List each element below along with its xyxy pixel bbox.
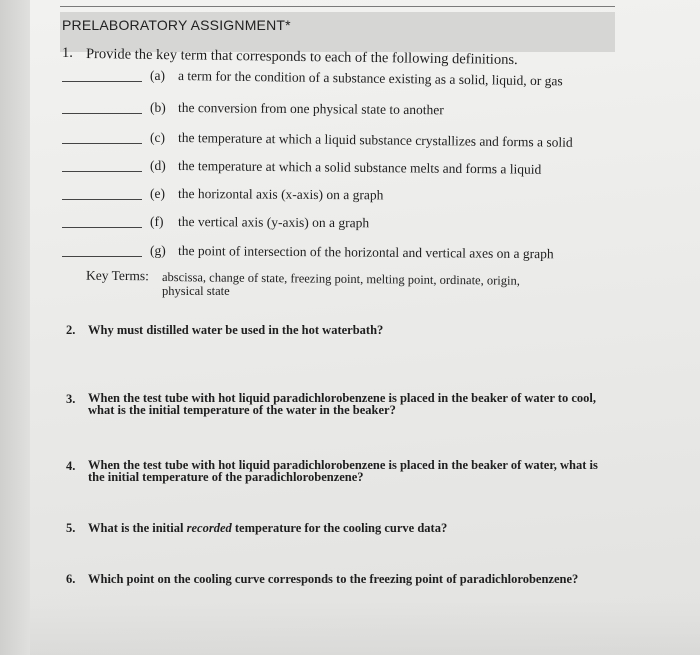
definition-text: the horizontal axis (x-axis) on a graph <box>177 186 384 203</box>
answer-blank[interactable] <box>62 171 142 172</box>
question-1-number: 1. <box>62 45 73 61</box>
definition-letter: (d) <box>150 158 166 173</box>
question-number: 6. <box>66 572 76 586</box>
definition-text: the point of intersection of the horizontal and vertical axes on a graph <box>177 243 554 262</box>
definition-letter: (b) <box>150 100 166 115</box>
question-text: Why must distilled water be used in the hot waterbath? <box>88 323 384 337</box>
definition-text: the vertical axis (y-axis) on a graph <box>177 214 370 231</box>
definition-text: the temperature at which a liquid substance crystallizes and forms a solid <box>177 130 573 150</box>
question-number: 3. <box>66 392 76 406</box>
key-terms-label: Key Terms: <box>85 267 149 284</box>
question-number: 2. <box>66 323 76 337</box>
definition-a <box>62 68 622 88</box>
key-terms-list: abscissa, change of state, freezing point, melting point, ordinate, origin, <box>161 270 520 288</box>
question-text <box>88 459 608 483</box>
question-number: 4. <box>66 459 76 473</box>
definition-e <box>62 186 622 206</box>
question-text-end: temperature for the cooling curve data? <box>231 521 448 535</box>
question-text-line-2: the initial temperature of the paradichlorobenzene? <box>88 470 364 484</box>
definition-letter: (g) <box>150 243 166 258</box>
question-text-emphasis: recorded <box>186 521 232 535</box>
definition-text: the conversion from one physical state to another <box>177 100 444 118</box>
answer-blank[interactable] <box>62 199 142 200</box>
question-text <box>88 392 608 416</box>
answer-blank[interactable] <box>62 256 142 257</box>
answer-blank[interactable] <box>62 143 142 144</box>
question-text-line-2: what is the initial temperature of the water in the beaker? <box>88 403 396 417</box>
page-shadow <box>0 0 30 655</box>
definition-f <box>62 214 622 234</box>
definition-letter: (f) <box>150 214 164 229</box>
key-terms-list-continued: physical state <box>162 284 230 298</box>
definition-g <box>62 243 622 263</box>
page-title: PRELABORATORY ASSIGNMENT* <box>62 17 291 33</box>
answer-blank[interactable] <box>62 227 142 228</box>
top-rule <box>60 6 615 7</box>
definition-letter: (e) <box>150 186 165 201</box>
definition-c <box>62 130 622 150</box>
question-text-line-1: When the test tube with hot liquid paradichlorobenzene is placed in the beaker of water to cool, <box>88 391 596 405</box>
question-number: 5. <box>66 521 76 535</box>
definition-d <box>62 158 622 178</box>
definition-letter: (c) <box>150 130 165 145</box>
answer-blank[interactable] <box>62 81 142 82</box>
page-shadow-bottom <box>30 600 700 655</box>
definition-text: the temperature at which a solid substance melts and forms a liquid <box>177 158 542 177</box>
definition-b <box>62 100 622 120</box>
definition-text: a term for the condition of a substance existing as a solid, liquid, or gas <box>177 68 563 89</box>
question-text-start: What is the initial <box>88 521 187 535</box>
question-text: Which point on the cooling curve corresponds to the freezing point of paradichlorobenzene? <box>88 572 579 586</box>
answer-blank[interactable] <box>62 113 142 114</box>
question-text <box>88 521 447 536</box>
question-text-line-1: When the test tube with hot liquid paradichlorobenzene is placed in the beaker of water, what is <box>88 458 598 472</box>
question-1-text: Provide the key term that corresponds to each of the following definitions. <box>85 46 518 69</box>
definition-letter: (a) <box>150 68 165 83</box>
